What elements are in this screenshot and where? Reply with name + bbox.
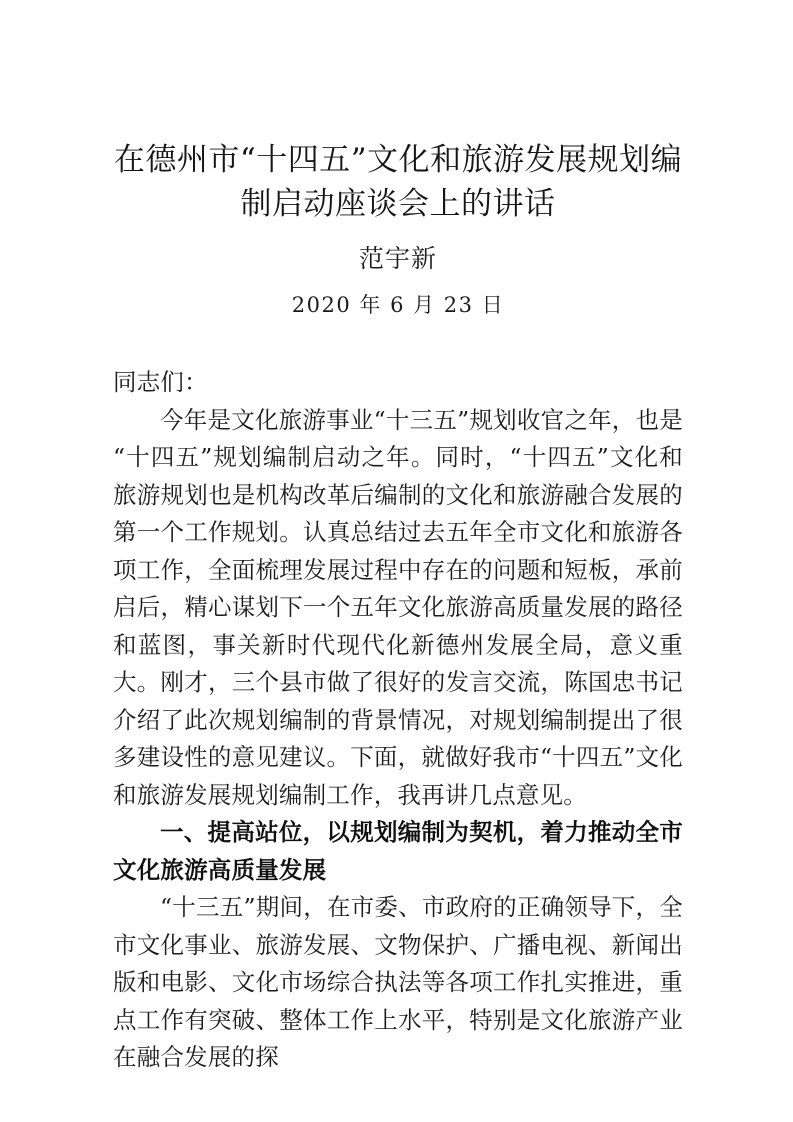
document-author: 范宇新 (358, 244, 437, 273)
page-title: 在德州市“十四五”文化和旅游发展规划编制启动座谈会上的讲话 (113, 142, 683, 222)
salutation: 同志们： (113, 368, 208, 396)
intro-paragraph: 今年是文化旅游事业“十三五”规划收官之年，也是“十四五”规划编制启动之年。同时，“十四五”文化和旅游规划也是机构改革后编制的文化和旅游融合发展的第一个工作规划。认真总结过去五年全市文化和旅游各项工作，全面梳理发展过程中存在的问题和短板，承前启后，精心谋划下一个五年文化旅游高质量发展的路径和蓝图，事关新时代现代化新德州发展全局，意义重大。刚才，三个县市做了很好的发言交流，陈国忠书记介绍了此次规划编制的背景情况，对规划编制提出了很多建设性的意见建议。下面，就做好我市“十四五”文化和旅游发展规划编制工作，我再讲几点意见。 (113, 405, 683, 809)
document-content (113, 0, 683, 1077)
section-one-paragraph: “十三五”期间，在市委、市政府的正确领导下，全市文化事业、旅游发展、文物保护、广播电视、新闻出版和电影、文化市场综合执法等各项工作扎实推进，重点工作有突破、整体工作上水平，特别是文化旅游产业在融合发展的探 (113, 893, 683, 1071)
document-date: 2020 年 6 月 23 日 (291, 293, 505, 317)
section-heading-one: 一、提高站位，以规划编制为契机，着力推动全市文化旅游高质量发展 (113, 818, 683, 884)
document-body (113, 320, 683, 1077)
